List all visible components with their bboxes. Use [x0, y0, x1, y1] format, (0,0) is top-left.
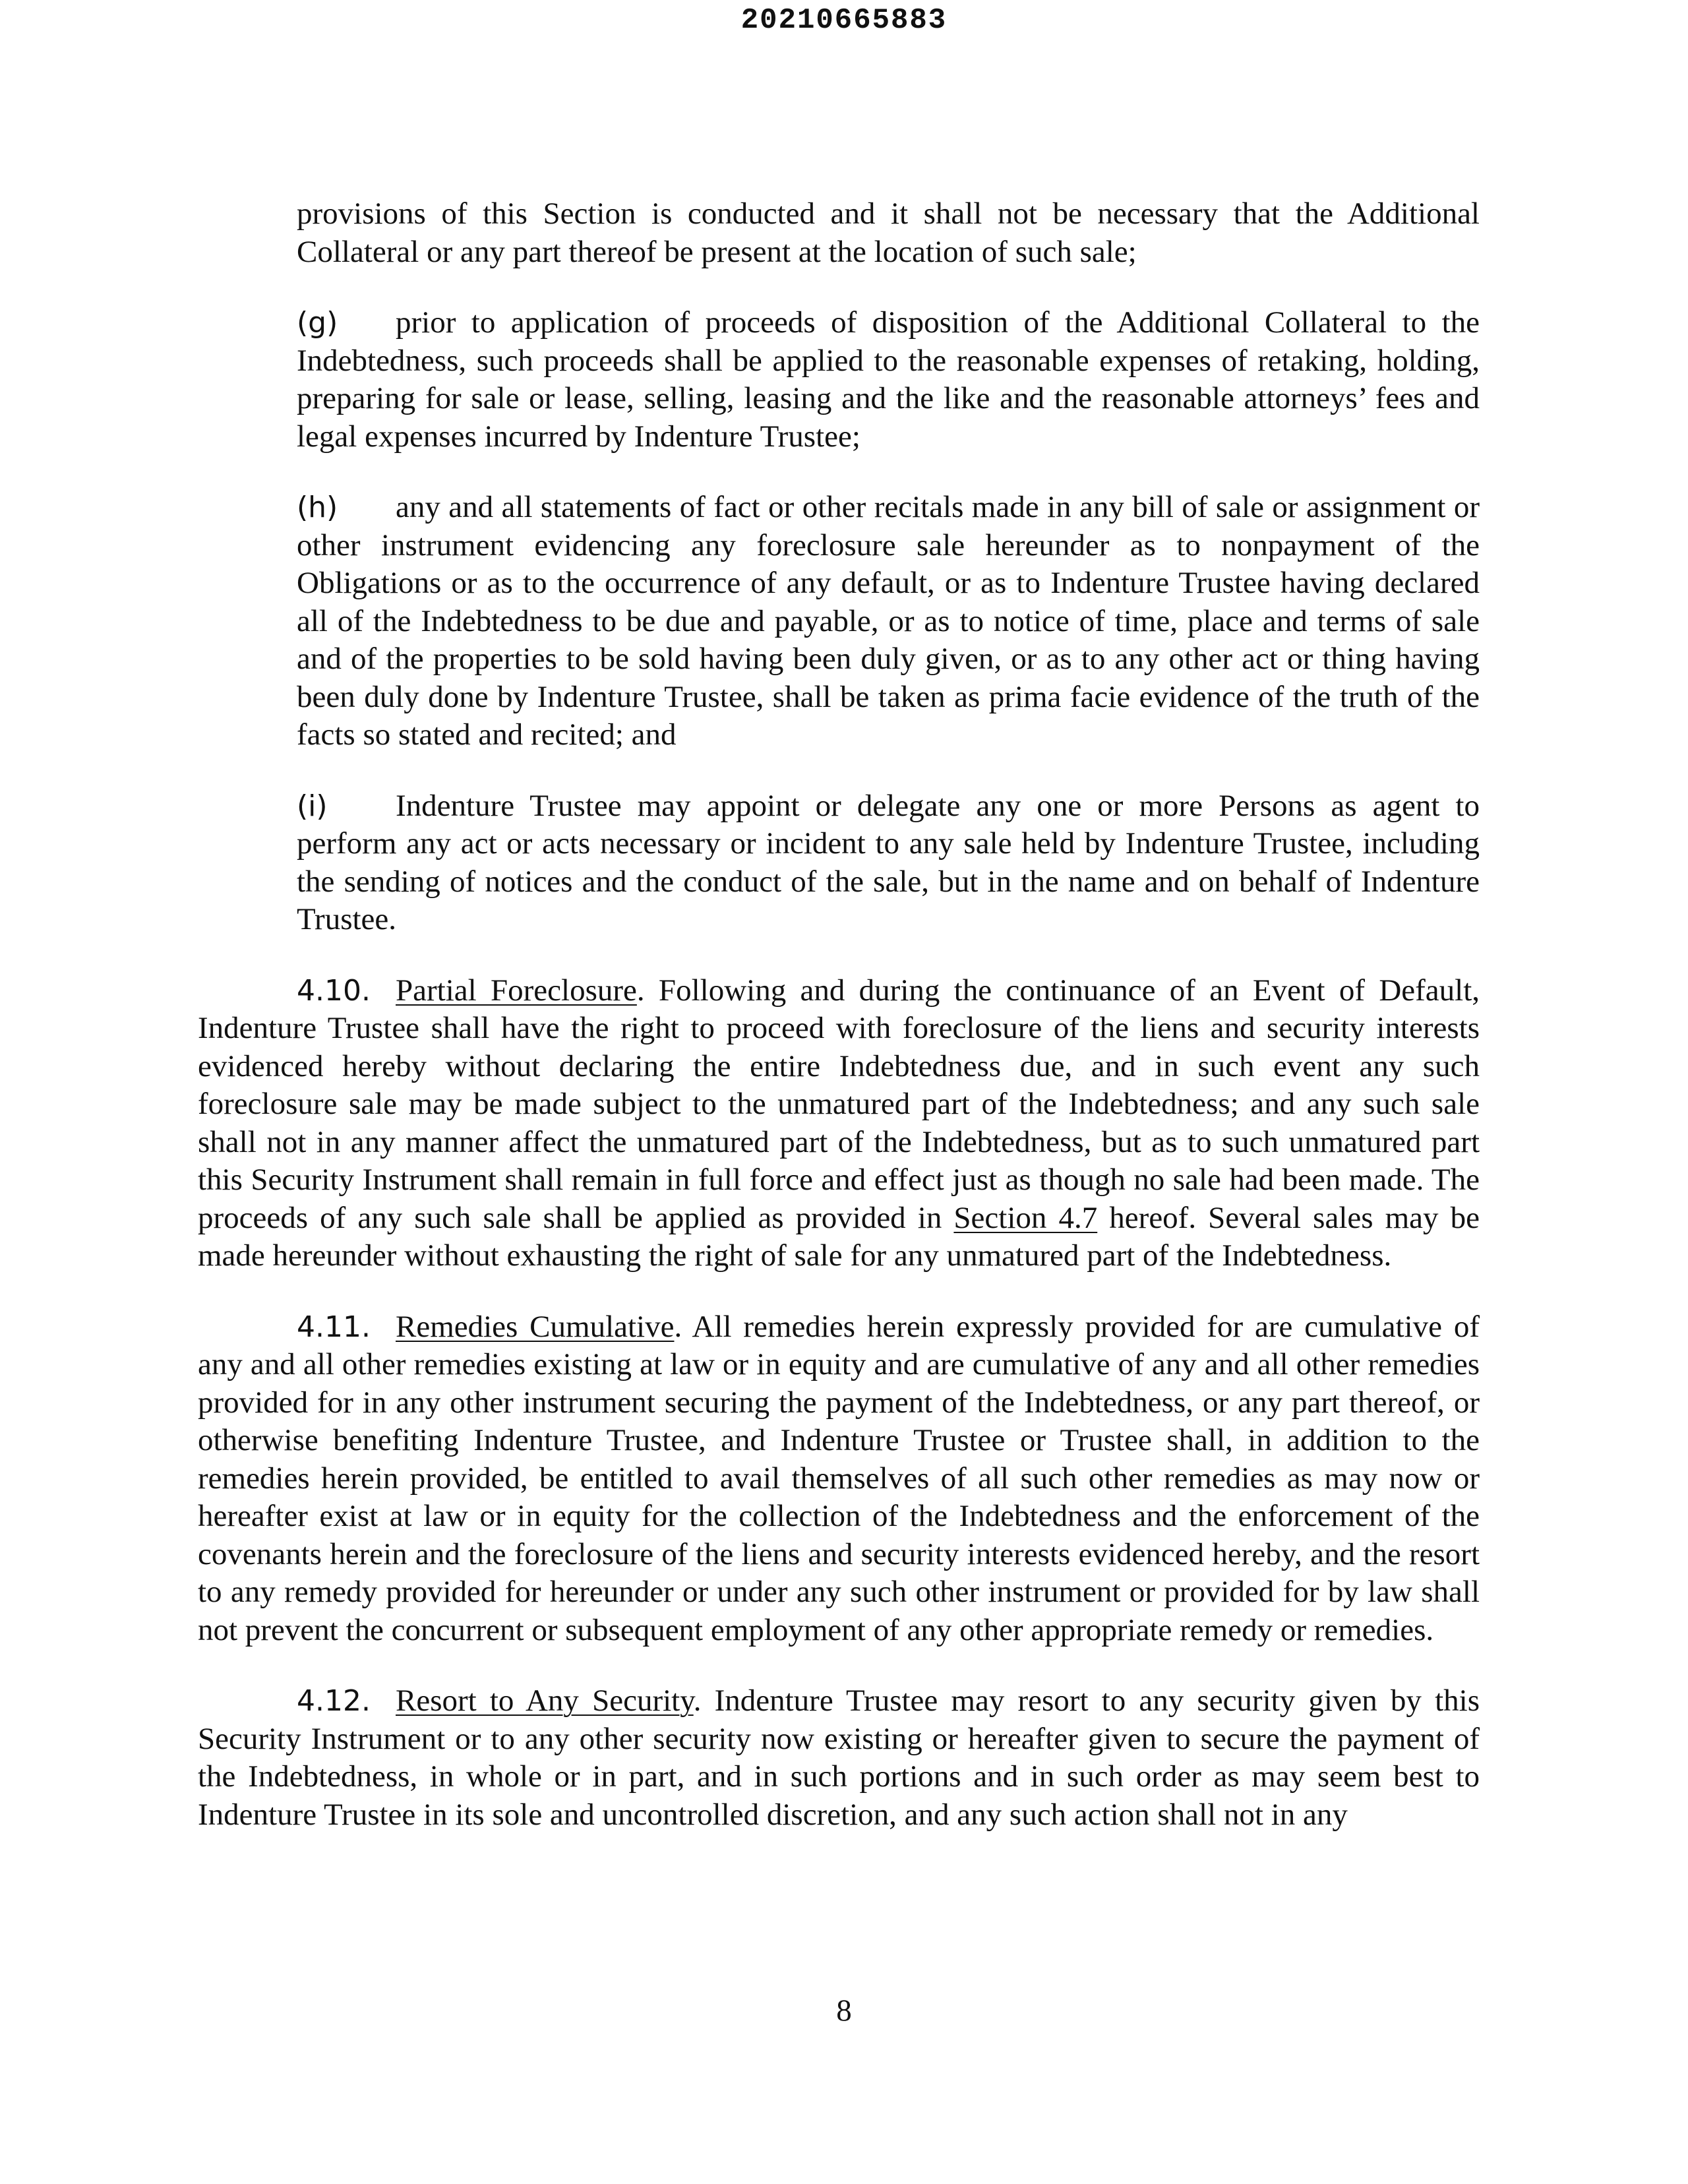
section-number: 4.12. [297, 1684, 371, 1718]
section-text: . Indenture Trustee may resort to any security given by this Security Instrument or to any other security now existing or hereafter given to secure the payment of the Indebtedness, in whole or in part, and in such portions and in such order as may seem best to Indenture Trustee in its sole and uncontrolled discretion, and any such action shall not in any [198, 1684, 1480, 1832]
section-number: 4.10. [297, 973, 371, 1008]
clause-g [297, 304, 1480, 456]
section-text: . Following and during the continuance of an Event of Default, Indenture Trustee shall have the right to proceed with foreclosure of the liens and security interests evidenced hereby without declaring the entire Indebtedness due, and in such event any such foreclosure sale may be made subject to the unmatured part of the Indebtedness; and any such sale shall not in any manner affect the unmatured part of the Indebtedness, but as to such unmatured part this Security Instrument shall remain in full force and effect just as though no sale had been made. The proceeds of any such sale shall be applied as provided in [198, 973, 1480, 1235]
clause-text: any and all statements of fact or other recitals made in any bill of sale or assignment or other instrument evidencing any foreclosure sale hereunder as to nonpayment of the Obligations or as to the occurrence of any default, or as to Indenture Trustee having declared all of the Indebtedness to be due and payable, or as to notice of time, place and terms of sale and of the properties to be sold having been duly given, or as to any other act or thing having been duly done by Indenture Trustee, shall be taken as prima facie evidence of the truth of the facts so stated and recited; and [297, 490, 1480, 752]
section-4-10 [198, 972, 1480, 1275]
clause-text: Indenture Trustee may appoint or delegate any one or more Persons as agent to perform any act or acts necessary or incident to any sale held by Indenture Trustee, including the sending of notices and the conduct of the sale, but in the name and on behalf of Indenture Trustee. [297, 788, 1480, 936]
section-title: Partial Foreclosure [396, 973, 637, 1008]
section-title: Resort to Any Security [396, 1684, 694, 1718]
section-title: Remedies Cumulative [396, 1309, 675, 1344]
clause-text: prior to application of proceeds of disposition of the Additional Collateral to the Indebtedness, such proceeds shall be applied to the reasonable expenses of retaking, holding, preparing for sale or lease, selling, leasing and the like and the reasonable attorneys’ fees and legal expenses incurred by Indenture Trustee; [297, 305, 1480, 454]
clause-i [297, 787, 1480, 939]
section-reference: Section 4.7 [953, 1200, 1098, 1235]
section-number: 4.11. [297, 1310, 371, 1344]
section-text-continued: hereof. Several sales may be made hereunder without exhausting the right of sale for any unmatured part of the Indebtedness. [198, 1200, 1480, 1273]
document-body [198, 195, 1480, 1867]
clause-h [297, 489, 1480, 754]
continuation-paragraph: provisions of this Section is conducted and it shall not be necessary that the Additional Collateral or any part thereof be present at the location of such sale; [297, 197, 1480, 269]
section-4-12 [198, 1682, 1480, 1834]
document-number: 20210665883 [740, 4, 948, 37]
section-4-11 [198, 1308, 1480, 1650]
clause-label: (i) [297, 789, 328, 823]
page-number: 8 [836, 1993, 852, 2028]
section-text: . All remedies herein expressly provided for are cumulative of any and all other remedies existing at law or in equity and are cumulative of any and all other remedies provided for in any other instrument securing the payment of the Indebtedness, or any part thereof, or otherwise benefiting Indenture Trustee, and Indenture Trustee or Trustee shall, in addition to the remedies herein provided, be entitled to avail themselves of all such other remedies as may now or hereafter exist at law or in equity for the collection of the Indebtedness and the enforcement of the covenants herein and the foreclosure of the liens and security interests evidenced hereby, and the resort to any remedy provided for hereunder or under any such other instrument or provided for by law shall not prevent the concurrent or subsequent employment of any other appropriate remedy or remedies. [198, 1309, 1480, 1647]
clause-label: (h) [297, 491, 338, 524]
clause-label: (g) [297, 306, 338, 340]
